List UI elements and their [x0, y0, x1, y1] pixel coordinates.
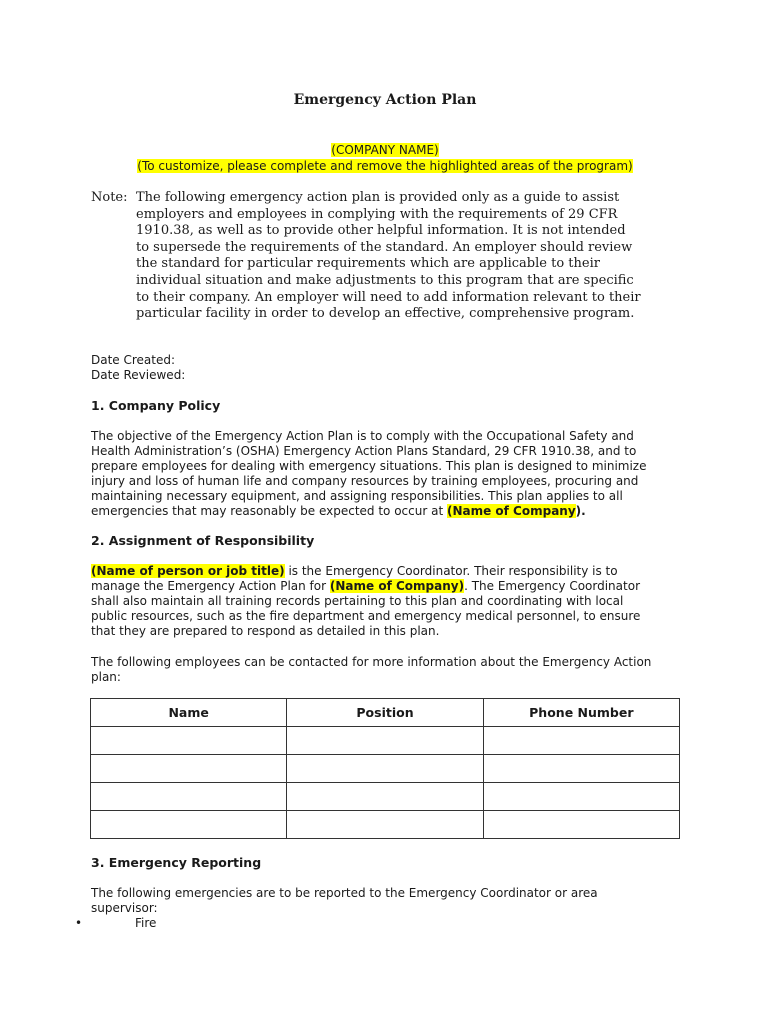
contacts-table [90, 698, 680, 839]
table-cell [287, 755, 483, 783]
table-cell [91, 811, 287, 839]
note-line: particular facility in order to develop an effective, comprehensive program. [136, 306, 635, 322]
section-2-heading: 2. Assignment of Responsibility [91, 533, 315, 548]
note-line: employers and employees in complying with the requirements of 29 CFR [136, 206, 618, 222]
column-header-phone: Phone Number [483, 699, 679, 727]
section-3-intro-line: The following emergencies are to be reported to the Emergency Coordinator or area [91, 886, 598, 900]
document-title: Emergency Action Plan [293, 92, 477, 108]
note-line: to their company. An employer will need to add information relevant to their [136, 289, 641, 305]
company-name-placeholder: (COMPANY NAME) [331, 143, 439, 157]
date-reviewed-label: Date Reviewed: [91, 368, 186, 382]
table-cell [287, 811, 483, 839]
section-1-last-prefix: emergencies that may reasonably be expected to occur at [91, 504, 447, 518]
column-header-name: Name [91, 699, 287, 727]
table-cell [483, 727, 679, 755]
table-cell [91, 727, 287, 755]
note-line: The following emergency action plan is provided only as a guide to assist [136, 190, 620, 205]
section-2-line: shall also maintain all training records pertaining to this plan and coordinating with local [91, 594, 624, 608]
section-2-line-2-suffix: . The Emergency Coordinator [464, 579, 640, 593]
section-1-line: maintaining necessary equipment, and assigning responsibilities. This plan applies to all [91, 489, 623, 503]
table-cell [483, 755, 679, 783]
dates-block [91, 353, 691, 383]
section-2-line-1-suffix: is the Emergency Coordinator. Their responsibility is to [284, 564, 618, 578]
section-1-line: Health Administration’s (OSHA) Emergency Action Plans Standard, 29 CFR 1910.38, and to [91, 444, 637, 458]
contacts-intro [91, 655, 691, 685]
contacts-intro-line: plan: [91, 670, 121, 684]
section-2-line-1 [91, 564, 691, 579]
table-header-row [91, 699, 680, 727]
note-line: to supersede the requirements of the standard. An employer should review [136, 239, 633, 255]
section-1-last-line [91, 504, 691, 519]
section-1-body [91, 429, 691, 519]
section-2-line: public resources, such as the fire department and emergency medical personnel, to ensure [91, 609, 641, 623]
table-cell [483, 811, 679, 839]
note-line: the standard for particular requirements which are applicable to their [136, 256, 600, 272]
company-name-line [0, 143, 770, 158]
section-2-line: that they are prepared to respond as detailed in this plan. [91, 624, 440, 638]
customize-note: (To customize, please complete and remove the highlighted areas of the program) [137, 159, 633, 173]
table-cell [91, 755, 287, 783]
table-row [91, 811, 680, 839]
section-1-line: The objective of the Emergency Action Plan is to comply with the Occupational Safety and [91, 429, 634, 443]
contacts-intro-line: The following employees can be contacted for more information about the Emergency Action [91, 655, 652, 669]
note-block [91, 190, 691, 323]
section-2-body [91, 564, 691, 639]
table-cell [287, 727, 483, 755]
section-1-heading: 1. Company Policy [91, 398, 221, 413]
date-created-label: Date Created: [91, 353, 176, 367]
section-2-line-2-prefix: manage the Emergency Action Plan for [91, 579, 330, 593]
section-2-line-2 [91, 579, 691, 594]
table-row [91, 727, 680, 755]
table-cell [287, 783, 483, 811]
bullet-icon: • [75, 916, 83, 930]
company-placeholder-1: (Name of Company [446, 504, 576, 518]
section-1-last-suffix: ). [575, 504, 586, 518]
section-3-heading: 3. Emergency Reporting [91, 855, 262, 870]
customize-note-line [0, 159, 770, 174]
section-1-line: injury and loss of human life and company resources by training employees, procuring and [91, 474, 639, 488]
person-placeholder: (Name of person or job title) [91, 564, 285, 578]
list-item [75, 916, 156, 930]
list-item-label: Fire [135, 916, 157, 930]
table-row [91, 783, 680, 811]
table-row [91, 755, 680, 783]
note-line: 1910.38, as well as to provide other helpful information. It is not intended [136, 223, 626, 239]
section-1-line: prepare employees for dealing with emergency situations. This plan is designed to minimize [91, 459, 647, 473]
table-cell [91, 783, 287, 811]
column-header-position: Position [287, 699, 483, 727]
company-placeholder-2: (Name of Company) [329, 579, 465, 593]
section-3-intro [91, 886, 691, 916]
section-3-intro-line: supervisor: [91, 901, 158, 915]
note-label: Note: [91, 190, 128, 205]
note-line: individual situation and make adjustments to this program that are specific [136, 272, 634, 288]
table-cell [483, 783, 679, 811]
note-body [136, 190, 691, 323]
